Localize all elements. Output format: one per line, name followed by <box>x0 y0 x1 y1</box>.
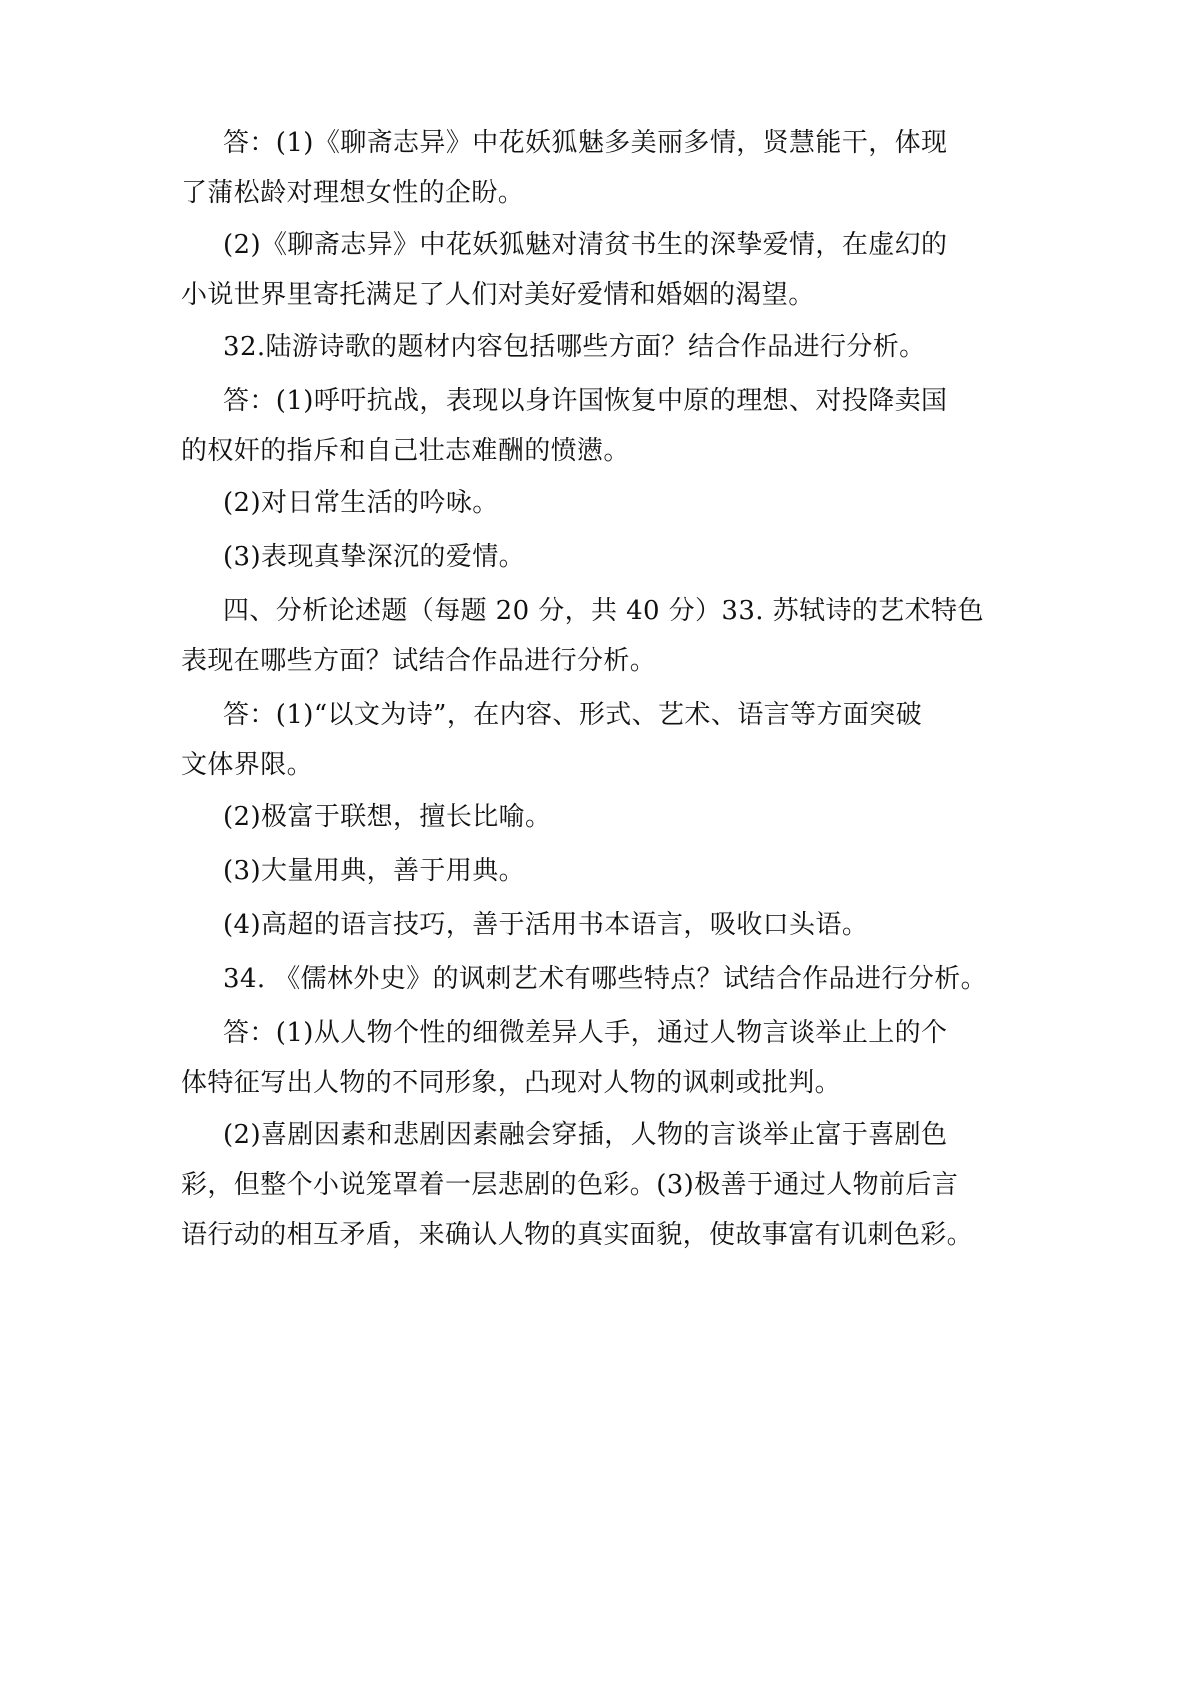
answer-33-point-1 <box>181 690 1081 790</box>
answer-31-point-2 <box>181 220 1081 320</box>
text-line: (4)高超的语言技巧，善于活用书本语言，吸收口头语。 <box>223 910 869 940</box>
text-line: 32.陆游诗歌的题材内容包括哪些方面？结合作品进行分析。 <box>223 332 926 362</box>
text-line: 彩，但整个小说笼罩着一层悲剧的色彩。(3)极善于通过人物前后言 <box>181 1170 959 1200</box>
answer-32-point-3 <box>181 532 1081 582</box>
question-32 <box>181 322 1081 372</box>
text-line: (3)表现真挚深沉的爱情。 <box>223 542 526 572</box>
text-line: 体特征写出人物的不同形象，凸现对人物的讽刺或批判。 <box>181 1068 842 1098</box>
text-line: (2)《聊斋志异》中花妖狐魅对清贫书生的深挚爱情，在虚幻的 <box>223 230 948 260</box>
answer-34-points-2-3 <box>181 1110 1081 1260</box>
text-line: (2)喜剧因素和悲剧因素融会穿插，人物的言谈举止富于喜剧色 <box>223 1120 948 1150</box>
answer-33-point-4 <box>181 900 1081 950</box>
section-4-question-33 <box>181 586 1081 686</box>
text-line: 的权奸的指斥和自己壮志难酬的愤懑。 <box>181 436 630 466</box>
answer-31-point-1 <box>181 118 1081 218</box>
text-line: 答：(1)《聊斋志异》中花妖狐魅多美丽多情，贤慧能干，体现 <box>223 128 948 158</box>
text-line: 答：(1)“以文为诗”，在内容、形式、艺术、语言等方面突破 <box>223 700 923 730</box>
answer-32-point-2 <box>181 478 1081 528</box>
answer-33-point-2 <box>181 792 1081 842</box>
text-line: (2)对日常生活的吟咏。 <box>223 488 499 518</box>
text-line: (3)大量用典，善于用典。 <box>223 856 526 886</box>
text-line: 答：(1)从人物个性的细微差异人手，通过人物言谈举止上的个 <box>223 1018 948 1048</box>
question-34 <box>181 954 1081 1004</box>
text-line: 语行动的相互矛盾，来确认人物的真实面貌，使故事富有讥刺色彩。 <box>181 1220 974 1250</box>
text-line: 小说世界里寄托满足了人们对美好爱情和婚姻的渴望。 <box>181 280 815 310</box>
text-line: 四、分析论述题（每题 20 分，共 40 分）33. 苏轼诗的艺术特色 <box>223 596 984 626</box>
text-line: 答：(1)呼吁抗战，表现以身许国恢复中原的理想、对投降卖国 <box>223 386 948 416</box>
text-line: 了蒲松龄对理想女性的企盼。 <box>181 178 525 208</box>
text-line: 文体界限。 <box>181 750 314 780</box>
answer-33-point-3 <box>181 846 1081 896</box>
text-line: 表现在哪些方面？试结合作品进行分析。 <box>181 646 657 676</box>
text-line: (2)极富于联想，擅长比喻。 <box>223 802 552 832</box>
answer-32-point-1 <box>181 376 1081 476</box>
text-line: 34. 《儒林外史》的讽刺艺术有哪些特点？试结合作品进行分析。 <box>223 964 988 994</box>
answer-34-point-1 <box>181 1008 1081 1108</box>
